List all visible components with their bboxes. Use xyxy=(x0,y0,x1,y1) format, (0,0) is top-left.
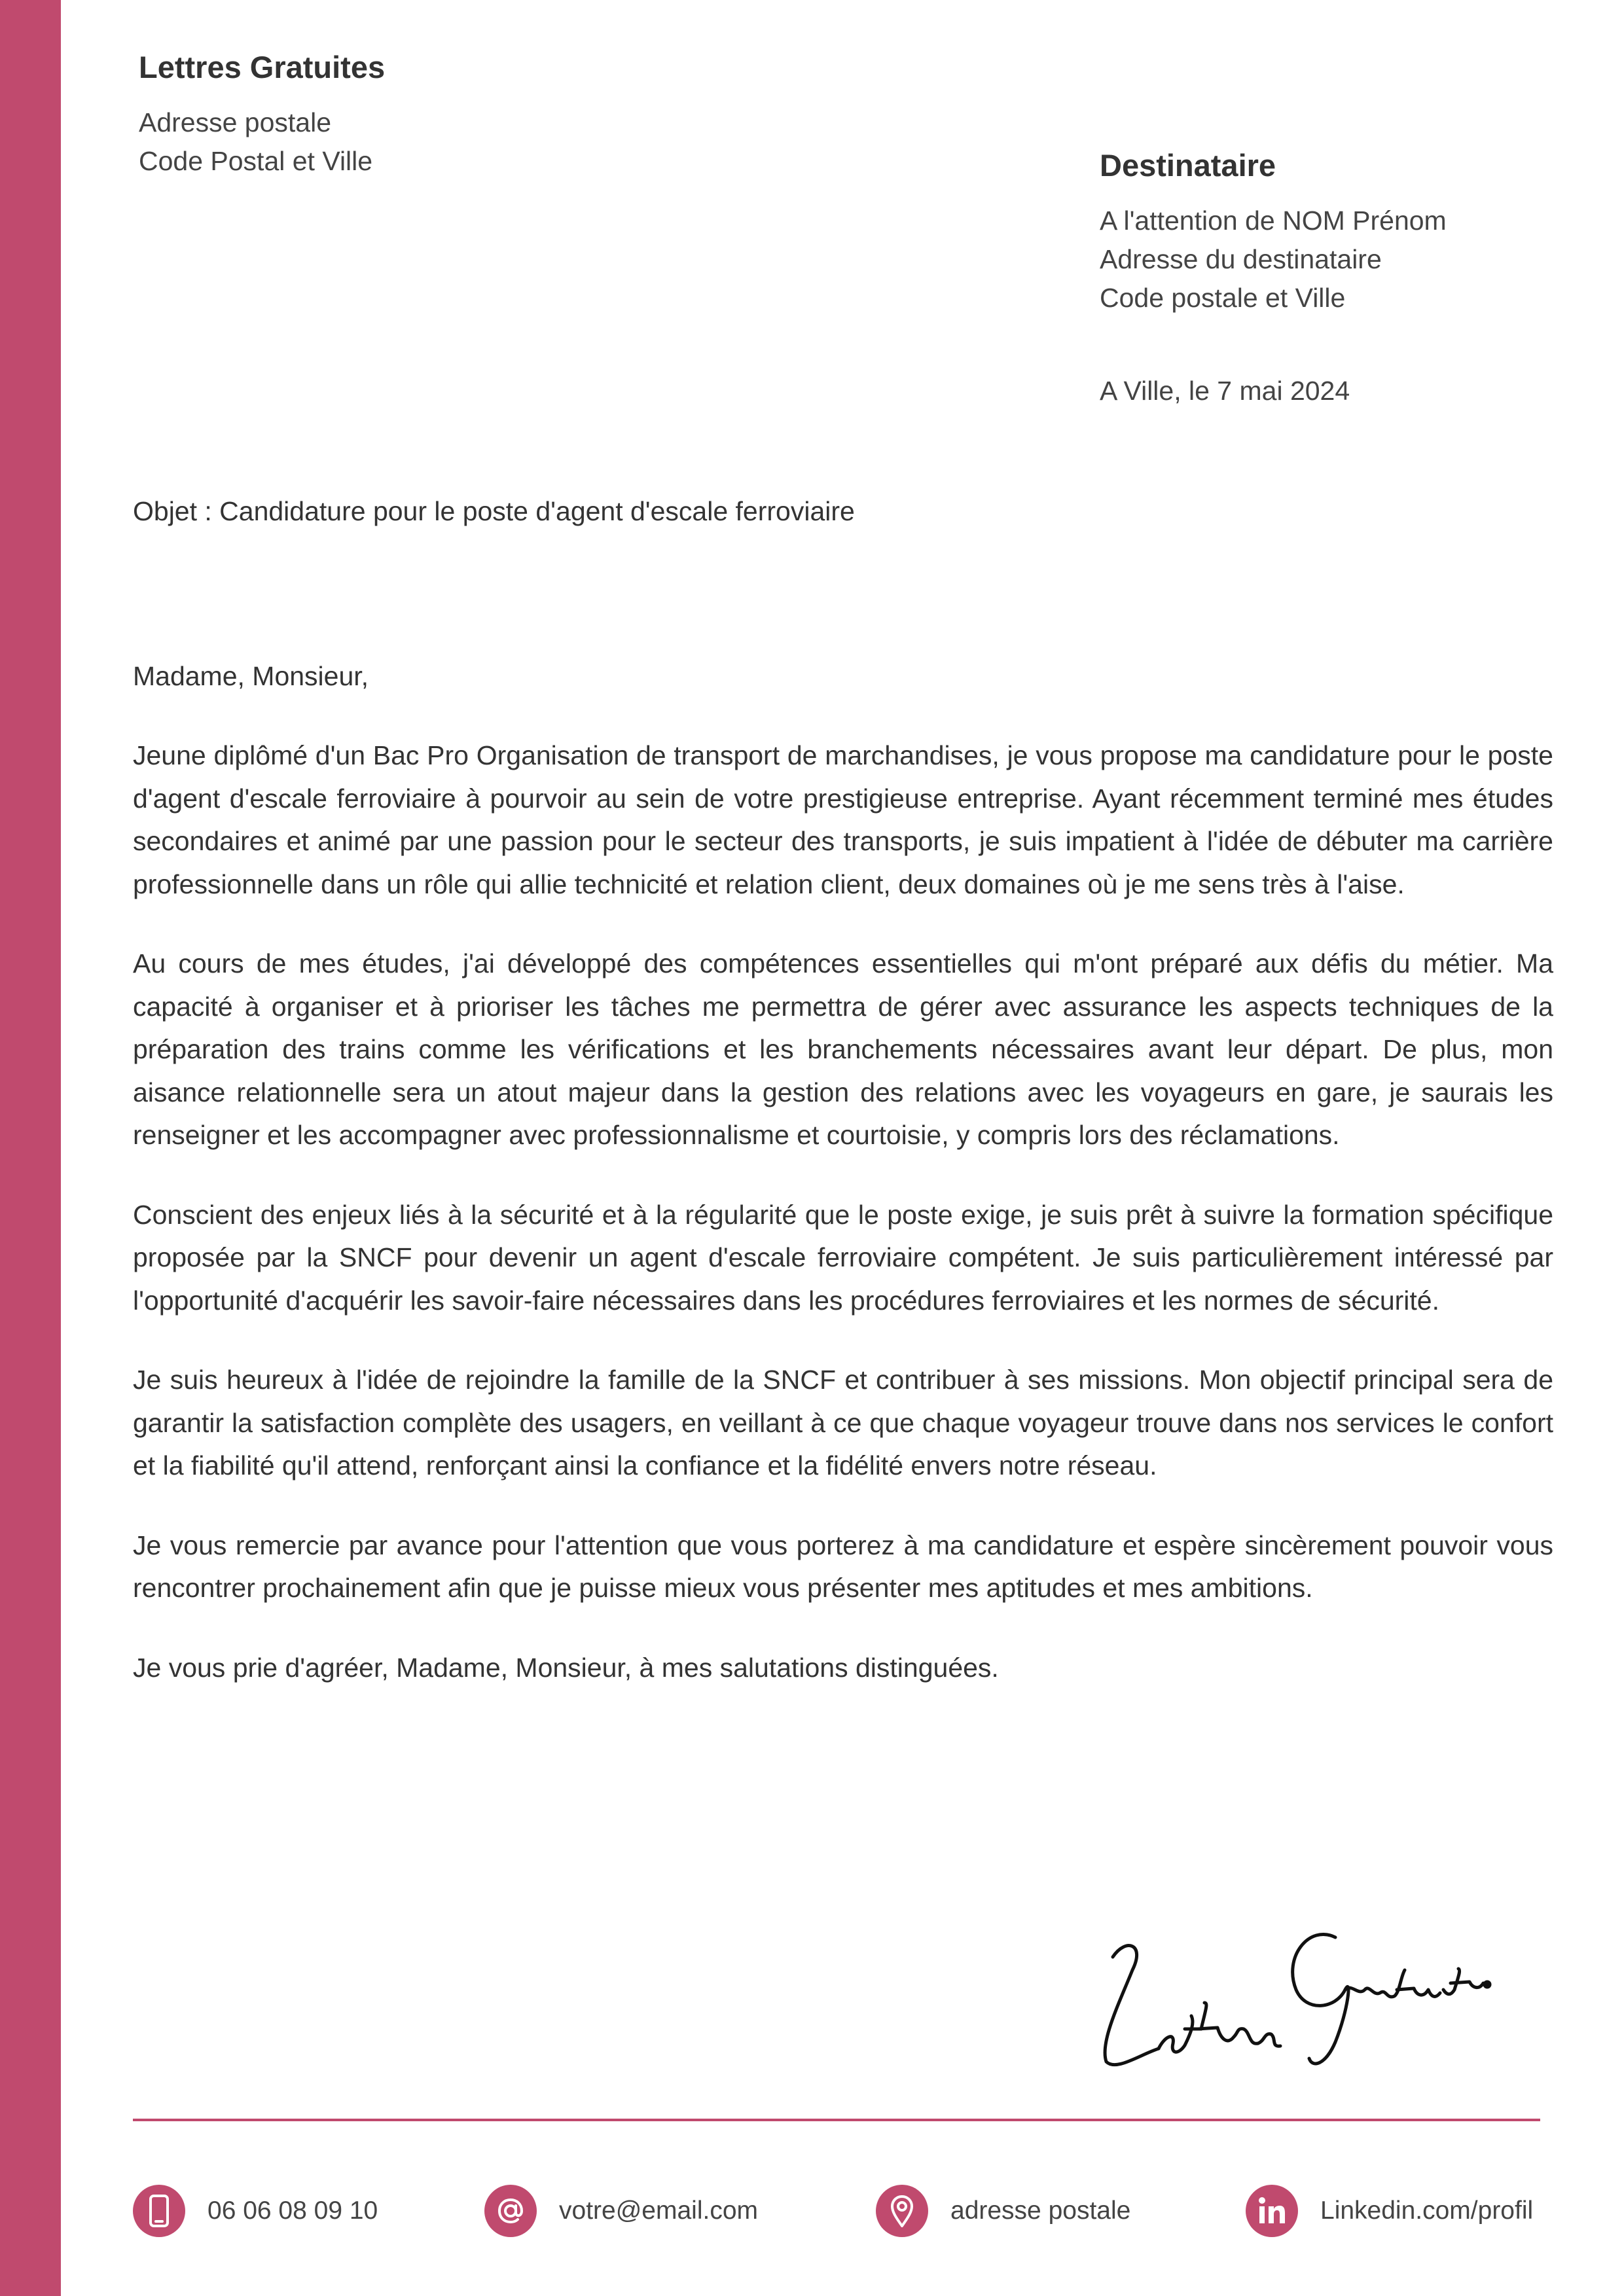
contact-linkedin-text[interactable]: Linkedin.com/profil xyxy=(1320,2197,1534,2225)
contact-footer xyxy=(133,2185,1540,2244)
paragraph-skills: Au cours de mes études, j'ai développé des compétences essentielles qui m'ont préparé aux défis du métier. Ma capacité à organiser et à prioriser les tâches me permettra de gérer avec assurance les aspects techniques de la préparation des trains comme les vérifications et les branchements nécessaires avant leur départ. De plus, mon aisance relationnelle sera un atout majeur dans la gestion des relations avec les voyageurs en gare, je saurais les renseigner et les accompagner avec professionnalisme et courtoisie, y compris lors des réclamations. xyxy=(133,948,1553,1150)
accent-side-bar xyxy=(0,0,61,2296)
recipient-attention-line: A l'attention de NOM Prénom xyxy=(1100,206,1447,236)
sender-name: Lettres Gratuites xyxy=(139,50,386,84)
footer-divider xyxy=(133,2119,1540,2121)
contact-address-text: adresse postale xyxy=(950,2197,1131,2225)
contact-linkedin[interactable] xyxy=(1246,2185,1533,2237)
salutation: Madame, Monsieur, xyxy=(133,661,369,691)
handwritten-signature xyxy=(1087,1898,1492,2081)
paragraph-training: Conscient des enjeux liés à la sécurité et à la régularité que le poste exige, je suis prêt à suivre la formation spécifique proposée par la SNCF pour devenir un agent d'escale ferroviaire compétent. Je suis particulièrement intéressé par l'opportunité d'acquérir les savoir-faire nécessaires dans les procédures ferroviaires et les normes de sécurité. xyxy=(133,1199,1553,1316)
contact-phone-text: 06 06 08 09 10 xyxy=(208,2197,378,2225)
recipient-title: Destinataire xyxy=(1100,148,1276,183)
recipient-address-line: Adresse du destinataire xyxy=(1100,244,1382,274)
contact-phone xyxy=(133,2185,378,2237)
letter-subject: Objet : Candidature pour le poste d'agent d'escale ferroviaire xyxy=(133,496,855,526)
contact-email[interactable] xyxy=(484,2185,758,2237)
at-sign-icon xyxy=(484,2185,537,2237)
letter-date: A Ville, le 7 mai 2024 xyxy=(1100,376,1350,406)
paragraph-thanks: Je vous remercie par avance pour l'attention que vous porterez à ma candidature et espère sincèrement pouvoir vous rencontrer prochainement afin que je puisse mieux vous présenter mes aptitudes et mes ambitions. xyxy=(133,1530,1553,1603)
sender-block xyxy=(139,46,385,181)
phone-icon xyxy=(133,2185,185,2237)
sender-address-line: Adresse postale xyxy=(139,107,332,137)
contact-address xyxy=(876,2185,1130,2237)
sender-city-line: Code Postal et Ville xyxy=(139,146,373,176)
paragraph-closing: Je vous prie d'agréer, Madame, Monsieur, à mes salutations distinguées. xyxy=(133,1652,999,1683)
contact-email-text[interactable]: votre@email.com xyxy=(559,2197,759,2225)
letter-body xyxy=(133,655,1553,1726)
recipient-block xyxy=(1100,144,1447,317)
linkedin-icon xyxy=(1246,2185,1298,2237)
location-pin-icon xyxy=(876,2185,928,2237)
paragraph-intro: Jeune diplômé d'un Bac Pro Organisation de transport de marchandises, je vous propose ma candidature pour le poste d'agent d'escale ferroviaire à pourvoir au sein de votre prestigieuse entreprise. Ayant récemment terminé mes études secondaires et animé par une passion pour le secteur des transports, je suis impatient à l'idée de débuter ma carrière professionnelle dans un rôle qui allie technicité et relation client, deux domaines où je me sens très à l'aise. xyxy=(133,740,1553,899)
recipient-city-line: Code postale et Ville xyxy=(1100,283,1346,313)
paragraph-motivation: Je suis heureux à l'idée de rejoindre la famille de la SNCF et contribuer à ses missions. Mon objectif principal sera de garantir la satisfaction complète des usagers, en veillant à ce que chaque voyageur trouve dans nos services le confort et la fiabilité qu'il attend, renforçant ainsi la confiance et la fidélité envers notre réseau. xyxy=(133,1365,1553,1480)
